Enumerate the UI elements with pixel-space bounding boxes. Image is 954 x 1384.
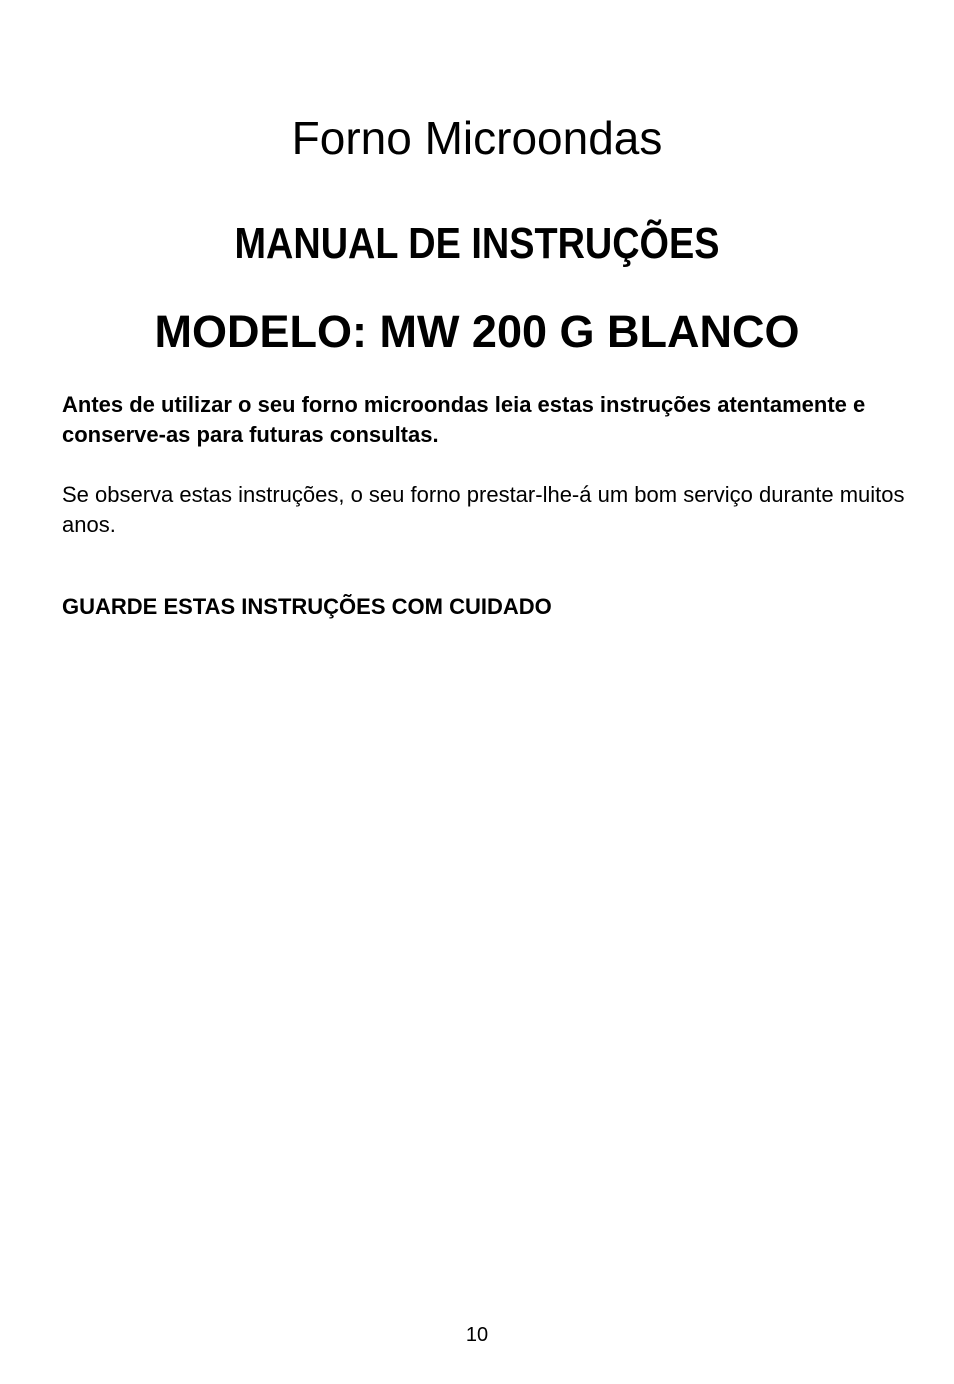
intro-warning-paragraph: Antes de utilizar o seu forno microondas leia estas instruções atentamente e conserve-as para futuras consultas. [62, 392, 866, 447]
intro-service-paragraph: Se observa estas instruções, o seu forno prestar-lhe-á um bom serviço durante muitos anos. [62, 482, 905, 537]
product-subject: Forno Microondas [291, 112, 663, 164]
keep-instructions-notice: GUARDE ESTAS INSTRUÇÕES COM CUIDADO [62, 594, 552, 619]
model-title: MODELO: MW 200 G BLANCO [154, 306, 800, 357]
page-number: 10 [465, 1324, 489, 1346]
manual-title: MANUAL DE INSTRUÇÕES [234, 219, 720, 268]
